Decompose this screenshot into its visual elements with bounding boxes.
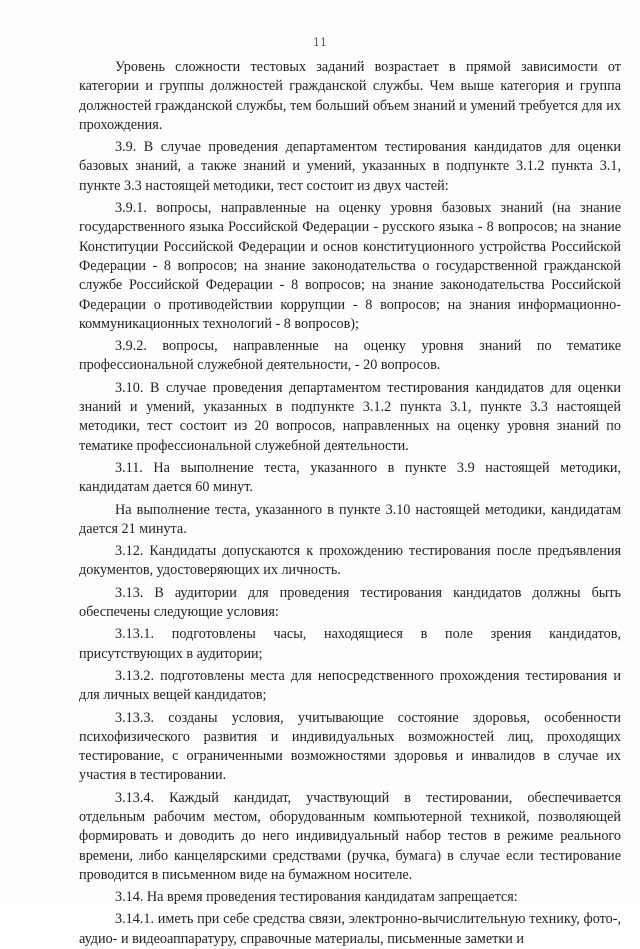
- paragraph-3-12: 3.12. Кандидаты допускаются к прохождению тестирования после предъявления документов, удостоверяющих их личность.: [79, 543, 621, 579]
- paragraph-3-13-1: 3.13.1. подготовлены часы, находящиеся в поле зрения кандидатов, присутствующих в аудитории;: [79, 626, 621, 662]
- document-body: [79, 58, 621, 949]
- paragraph-3-10: 3.10. В случае проведения департаментом тестирования кандидатов для оценки знаний и умений, указанных в подпункте 3.1.2 пункта 3.1, пункте 3.3 настоящей методики, тест состоит из 20 вопросов, направленных на оценку уровня знаний по тематике профессиональной служебной деятельности.: [79, 379, 621, 454]
- paragraph-3-13-3: 3.13.3. созданы условия, учитывающие состояние здоровья, особенности психофизического развития и индивидуальных возможностей лиц, проходящих тестирование, с ограниченными возможностями здоровья и инвалидов в случае их участия в тестировании.: [79, 709, 621, 784]
- paragraph-3-11: 3.11. На выполнение теста, указанного в пункте 3.9 настоящей методики, кандидатам дается 60 минут.: [79, 459, 621, 496]
- paragraph-3-9-2: 3.9.2. вопросы, направленные на оценку уровня знаний по тематике профессиональной служебной деятельности, - 20 вопросов.: [79, 338, 621, 374]
- paragraph-complexity: Уровень сложности тестовых заданий возрастает в прямой зависимости от категории и группы должностей гражданской службы. Чем выше категория и группа должностей гражданской службы, тем больший объем знаний и умений требуется для их прохождения.: [79, 59, 621, 133]
- paragraph-3-13-4: 3.13.4. Каждый кандидат, участвующий в тестировании, обеспечивается отдельным рабочим местом, оборудованным компьютерной техникой, позволяющей формировать и доводить до него индивидуальный набор тестов в режиме реального времени, либо канцелярскими средствами (ручка, бумага) в случае если тестирование проводится в письменном виде на бумажном носителе.: [79, 789, 621, 883]
- paragraph-3-9: 3.9. В случае проведения департаментом тестирования кандидатов для оценки базовых знаний, а также знаний и умений, указанных в подпункте 3.1.2 пункта 3.1, пункте 3.3 настоящей методики, тест состоит из двух частей:: [79, 139, 621, 194]
- paragraph-3-11-b: На выполнение теста, указанного в пункте 3.10 настоящей методики, кандидатам дается 21 минута.: [79, 501, 621, 537]
- paragraph-3-14-1: 3.14.1. иметь при себе средства связи, электронно-вычислительную технику, фото-, аудио- и видеоаппаратуру, справочные материалы, письменные заметки и: [79, 911, 621, 947]
- paragraph-3-9-1: 3.9.1. вопросы, направленные на оценку уровня базовых знаний (на знание государственного языка Российской Федерации - русского языка - 8 вопросов; на знание Конституции Российской Федерации и основ конституционного устройства Российской Федерации - 8 вопросов; на знание законодательства о государственной гражданской службе Российской Федерации - 8 вопросов; на знание законодательства Российской Федерации о противодействии коррупции - 8 вопросов; на знания информационно-коммуникационных технологий - 8 вопросов);: [79, 200, 621, 332]
- page-number: 11: [313, 36, 327, 49]
- paragraph-3-14: 3.14. На время проведения тестирования кандидатам запрещается:: [115, 889, 518, 906]
- paragraph-3-13: 3.13. В аудитории для проведения тестирования кандидатов должны быть обеспечены следующие условия:: [79, 584, 621, 621]
- paragraph-3-13-2: 3.13.2. подготовлены места для непосредственного прохождения тестирования и для личных вещей кандидатов;: [79, 667, 621, 704]
